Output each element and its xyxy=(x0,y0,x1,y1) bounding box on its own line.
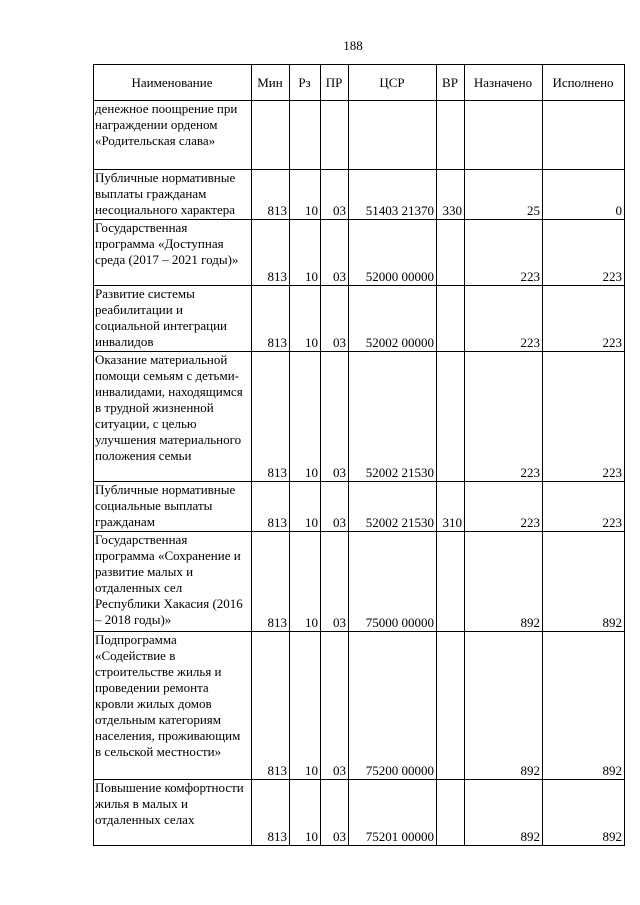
cell-rz: 10 xyxy=(290,170,321,220)
cell-pr: 03 xyxy=(321,170,349,220)
cell-rz xyxy=(290,101,321,170)
cell-name: Государственная программа «Сохранение и развитие малых и отдаленных сел Республики Хакасия (2016 – 2018 годы)» xyxy=(94,532,252,632)
cell-assigned: 223 xyxy=(465,286,543,352)
cell-name: Оказание материальной помощи семьям с детьми-инвалидами, находящимся в трудной жизненной ситуации, с целью улучшения материального положения семьи xyxy=(94,352,252,482)
table-row xyxy=(94,352,625,482)
cell-pr: 03 xyxy=(321,352,349,482)
cell-rz: 10 xyxy=(290,220,321,286)
cell-min: 813 xyxy=(252,632,290,780)
cell-rz: 10 xyxy=(290,286,321,352)
cell-assigned xyxy=(465,101,543,170)
cell-csr: 52002 21530 xyxy=(349,482,437,532)
cell-min: 813 xyxy=(252,532,290,632)
cell-executed: 0 xyxy=(543,170,625,220)
cell-rz: 10 xyxy=(290,632,321,780)
cell-vr xyxy=(437,632,465,780)
cell-executed: 892 xyxy=(543,632,625,780)
cell-name: денежное поощрение при награждении орденом «Родительская слава» xyxy=(94,101,252,170)
header-pr: ПР xyxy=(321,65,349,101)
cell-name: Публичные нормативные выплаты гражданам несоциального характера xyxy=(94,170,252,220)
cell-pr: 03 xyxy=(321,482,349,532)
cell-assigned: 892 xyxy=(465,632,543,780)
cell-assigned: 892 xyxy=(465,780,543,846)
header-rz: Рз xyxy=(290,65,321,101)
cell-vr xyxy=(437,780,465,846)
cell-vr xyxy=(437,101,465,170)
cell-min xyxy=(252,101,290,170)
header-csr: ЦСР xyxy=(349,65,437,101)
table-row xyxy=(94,286,625,352)
cell-csr: 51403 21370 xyxy=(349,170,437,220)
header-executed: Исполнено xyxy=(543,65,625,101)
cell-csr: 52000 00000 xyxy=(349,220,437,286)
cell-name: Развитие системы реабилитации и социальной интеграции инвалидов xyxy=(94,286,252,352)
cell-min: 813 xyxy=(252,352,290,482)
cell-executed: 223 xyxy=(543,352,625,482)
cell-assigned: 25 xyxy=(465,170,543,220)
cell-csr: 75201 00000 xyxy=(349,780,437,846)
cell-min: 813 xyxy=(252,220,290,286)
cell-pr xyxy=(321,101,349,170)
cell-executed: 223 xyxy=(543,286,625,352)
cell-vr: 310 xyxy=(437,482,465,532)
cell-min: 813 xyxy=(252,780,290,846)
cell-pr: 03 xyxy=(321,532,349,632)
cell-min: 813 xyxy=(252,170,290,220)
table-row xyxy=(94,101,625,170)
cell-pr: 03 xyxy=(321,632,349,780)
header-name: Наименование xyxy=(94,65,252,101)
header-min: Мин xyxy=(252,65,290,101)
cell-name: Повышение комфортности жилья в малых и отдаленных селах xyxy=(94,780,252,846)
header-vr: ВР xyxy=(437,65,465,101)
cell-vr xyxy=(437,220,465,286)
cell-executed: 223 xyxy=(543,220,625,286)
budget-table xyxy=(93,64,625,846)
cell-pr: 03 xyxy=(321,286,349,352)
table-row xyxy=(94,632,625,780)
cell-assigned: 223 xyxy=(465,352,543,482)
table-row xyxy=(94,532,625,632)
table-row xyxy=(94,170,625,220)
cell-rz: 10 xyxy=(290,532,321,632)
cell-rz: 10 xyxy=(290,352,321,482)
cell-assigned: 892 xyxy=(465,532,543,632)
cell-executed: 892 xyxy=(543,532,625,632)
table-row xyxy=(94,482,625,532)
cell-executed xyxy=(543,101,625,170)
cell-csr: 75000 00000 xyxy=(349,532,437,632)
cell-executed: 892 xyxy=(543,780,625,846)
cell-csr: 52002 21530 xyxy=(349,352,437,482)
cell-assigned: 223 xyxy=(465,220,543,286)
table-row xyxy=(94,220,625,286)
cell-vr xyxy=(437,532,465,632)
cell-executed: 223 xyxy=(543,482,625,532)
cell-min: 813 xyxy=(252,482,290,532)
cell-vr xyxy=(437,286,465,352)
table-row xyxy=(94,780,625,846)
table-header-row xyxy=(94,65,625,101)
cell-csr xyxy=(349,101,437,170)
cell-csr: 52002 00000 xyxy=(349,286,437,352)
cell-rz: 10 xyxy=(290,780,321,846)
cell-vr xyxy=(437,352,465,482)
header-assigned: Назначено xyxy=(465,65,543,101)
cell-name: Подпрограмма «Содействие в строительстве жилья и проведении ремонта кровли жилых домов отдельным категориям населения, проживающим в сельской местности» xyxy=(94,632,252,780)
cell-rz: 10 xyxy=(290,482,321,532)
cell-min: 813 xyxy=(252,286,290,352)
cell-name: Государственная программа «Доступная среда (2017 – 2021 годы)» xyxy=(94,220,252,286)
cell-pr: 03 xyxy=(321,780,349,846)
cell-vr: 330 xyxy=(437,170,465,220)
cell-csr: 75200 00000 xyxy=(349,632,437,780)
page-number: 188 xyxy=(343,38,363,53)
cell-name: Публичные нормативные социальные выплаты гражданам xyxy=(94,482,252,532)
cell-assigned: 223 xyxy=(465,482,543,532)
cell-pr: 03 xyxy=(321,220,349,286)
